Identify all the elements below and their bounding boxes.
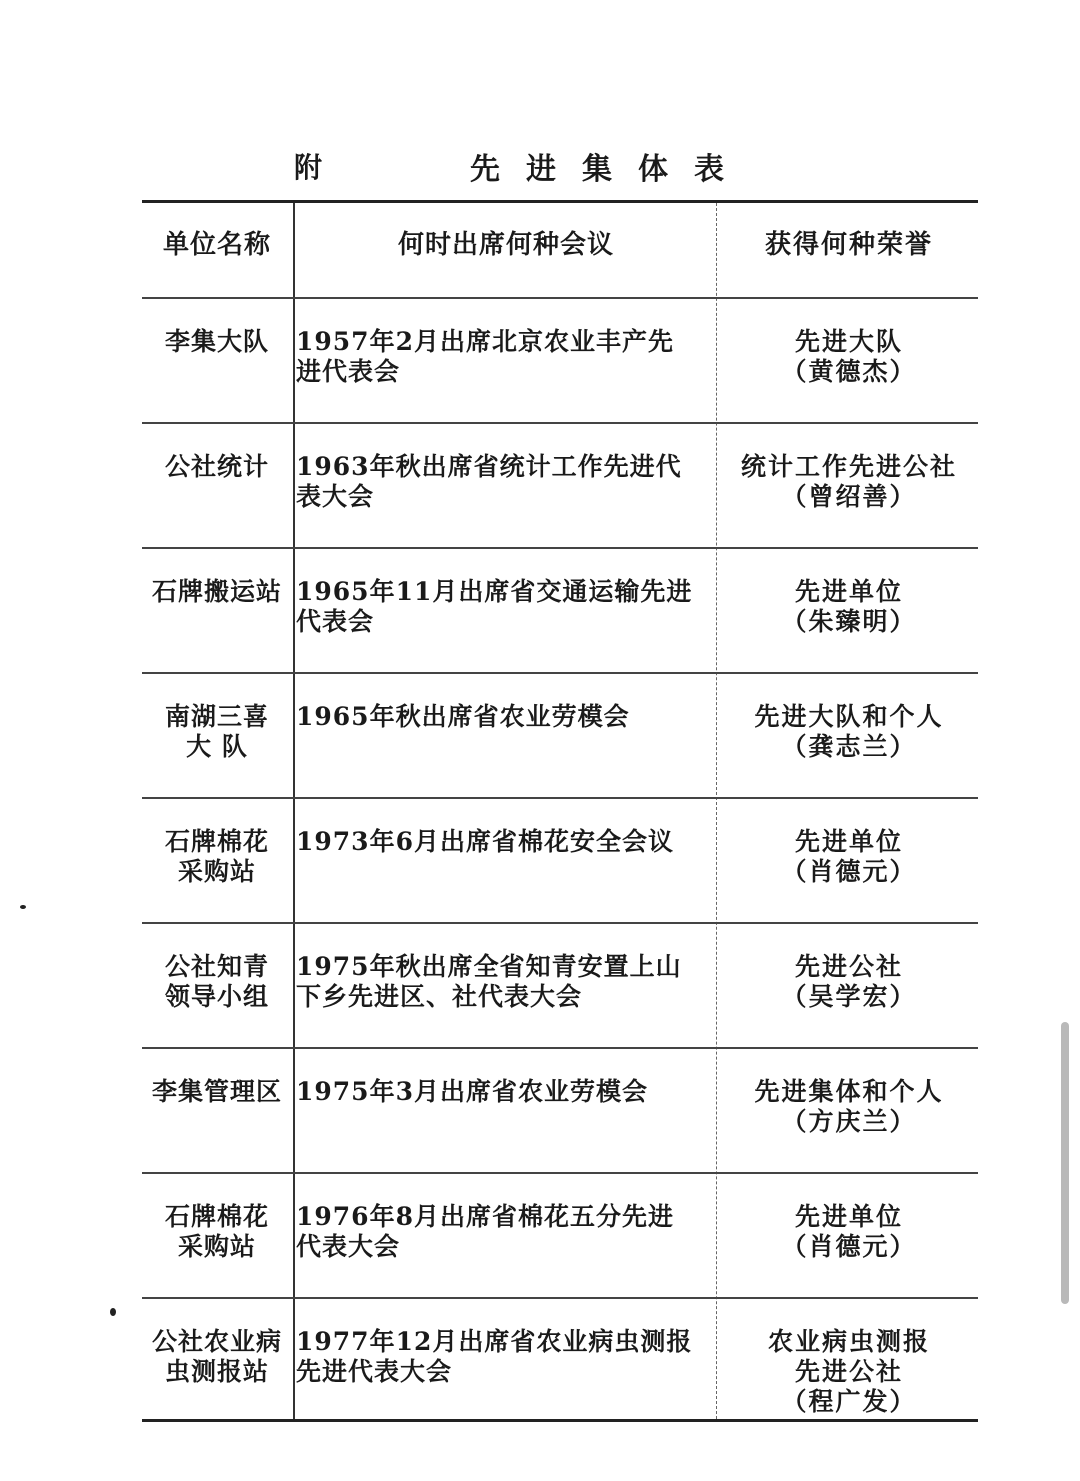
cell-honor-line: 先进大队 (794, 327, 903, 356)
cell-honor-line: （吴学宏） (781, 982, 917, 1011)
scan-speck (110, 1308, 116, 1316)
row-divider (142, 1047, 978, 1049)
cell-honor (720, 1077, 978, 1137)
cell-meeting-line: 表大会 (296, 482, 375, 511)
cell-unit (142, 1202, 292, 1262)
cell-honor-line: 统计工作先进公社 (740, 452, 957, 481)
cell-honor (720, 327, 978, 387)
cell-meeting (296, 827, 716, 857)
cell-honor-line: （方庆兰） (781, 1107, 917, 1136)
cell-honor-line: 先进公社 (794, 952, 903, 981)
cell-unit-line: 南湖三喜 (164, 702, 269, 731)
cell-meeting-line: 先进代表大会 (296, 1357, 453, 1386)
row-divider (142, 1172, 978, 1174)
cell-honor (720, 702, 978, 762)
cell-honor-line: 先进公社 (794, 1357, 903, 1386)
cell-unit-line: 虫测报站 (164, 1357, 269, 1386)
cell-unit-line: 石牌搬运站 (151, 577, 282, 606)
cell-honor (720, 1327, 978, 1417)
column-divider-1 (293, 203, 295, 1419)
cell-meeting (296, 452, 716, 512)
row-divider (142, 422, 978, 424)
cell-meeting-line: 代表大会 (296, 1232, 401, 1261)
cell-honor (720, 452, 978, 512)
cell-unit (142, 702, 292, 762)
cell-meeting-line: 1977年12月出席省农业病虫测报 (296, 1327, 693, 1356)
scrollbar-thumb[interactable] (1061, 1022, 1069, 1304)
cell-meeting-line: 下乡先进区、社代表大会 (296, 982, 583, 1011)
cell-meeting (296, 1202, 716, 1262)
title-prefix: 附 (294, 151, 323, 184)
cell-meeting (296, 327, 716, 387)
cell-meeting (296, 577, 716, 637)
row-divider (142, 672, 978, 674)
cell-unit-line: 石牌棉花 (164, 1202, 269, 1231)
page-title (0, 140, 1080, 190)
cell-unit-line: 石牌棉花 (164, 827, 269, 856)
row-divider (142, 547, 978, 549)
cell-honor (720, 827, 978, 887)
cell-meeting (296, 1077, 716, 1107)
cell-meeting-line: 1973年6月出席省棉花安全会议 (296, 827, 674, 856)
cell-unit (142, 327, 292, 357)
cell-honor-line: （朱臻明） (781, 607, 917, 636)
cell-unit-line: 公社统计 (164, 452, 269, 481)
cell-meeting-line: 1975年秋出席全省知青安置上山 (296, 952, 682, 981)
cell-honor-line: 农业病虫测报 (767, 1327, 930, 1356)
cell-honor-line: 先进单位 (794, 827, 903, 856)
cell-unit (142, 1077, 292, 1107)
cell-honor-line: （肖德元） (781, 857, 917, 886)
cell-unit (142, 577, 292, 607)
header-honor: 获得何种荣誉 (764, 230, 933, 260)
cell-meeting-line: 1975年3月出席省农业劳模会 (296, 1077, 648, 1106)
row-divider (142, 922, 978, 924)
cell-meeting (296, 702, 716, 732)
cell-honor-line: （肖德元） (781, 1232, 917, 1261)
cell-unit (142, 1327, 292, 1387)
cell-unit (142, 952, 292, 1012)
cell-meeting-line: 1976年8月出席省棉花五分先进 (296, 1202, 674, 1231)
cell-unit-line: 采购站 (177, 1232, 256, 1261)
row-divider (142, 297, 978, 299)
cell-honor-line: 先进大队和个人 (754, 702, 944, 731)
cell-unit-line: 大 队 (186, 732, 248, 761)
cell-meeting-line: 1965年秋出席省农业劳模会 (296, 702, 630, 731)
cell-unit (142, 827, 292, 887)
cell-meeting-line: 1965年11月出席省交通运输先进 (296, 577, 693, 606)
cell-unit-line: 公社农业病 (151, 1327, 282, 1356)
cell-meeting-line: 1957年2月出席北京农业丰产先 (296, 327, 674, 356)
cell-honor (720, 1202, 978, 1262)
cell-honor-line: （程广发） (781, 1387, 917, 1416)
cell-unit (142, 452, 292, 482)
advanced-collectives-table (142, 200, 978, 1422)
cell-honor-line: 先进单位 (794, 1202, 903, 1231)
cell-meeting-line: 代表会 (296, 607, 375, 636)
cell-unit-line: 李集大队 (164, 327, 269, 356)
cell-unit-line: 公社知青 (164, 952, 269, 981)
table-bottom-rule (142, 1419, 978, 1422)
cell-meeting (296, 952, 716, 1012)
cell-honor-line: 先进单位 (794, 577, 903, 606)
scan-speck (20, 905, 26, 909)
cell-honor-line: 先进集体和个人 (754, 1077, 944, 1106)
cell-honor (720, 952, 978, 1012)
cell-unit-line: 李集管理区 (151, 1077, 282, 1106)
cell-unit-line: 采购站 (177, 857, 256, 886)
header-meeting: 何时出席何种会议 (397, 230, 614, 260)
title-name: 先进集体表 (470, 152, 750, 187)
cell-honor-line: （曾绍善） (781, 482, 917, 511)
table-top-rule (142, 200, 978, 203)
cell-meeting (296, 1327, 716, 1387)
cell-honor (720, 577, 978, 637)
row-divider (142, 797, 978, 799)
cell-unit-line: 领导小组 (164, 982, 269, 1011)
cell-honor-line: （黄德杰） (781, 357, 917, 386)
cell-honor-line: （龚志兰） (781, 732, 917, 761)
header-unit: 单位名称 (162, 230, 271, 260)
cell-meeting-line: 进代表会 (296, 357, 401, 386)
row-divider (142, 1297, 978, 1299)
cell-meeting-line: 1963年秋出席省统计工作先进代 (296, 452, 682, 481)
column-divider-2 (716, 203, 717, 1419)
